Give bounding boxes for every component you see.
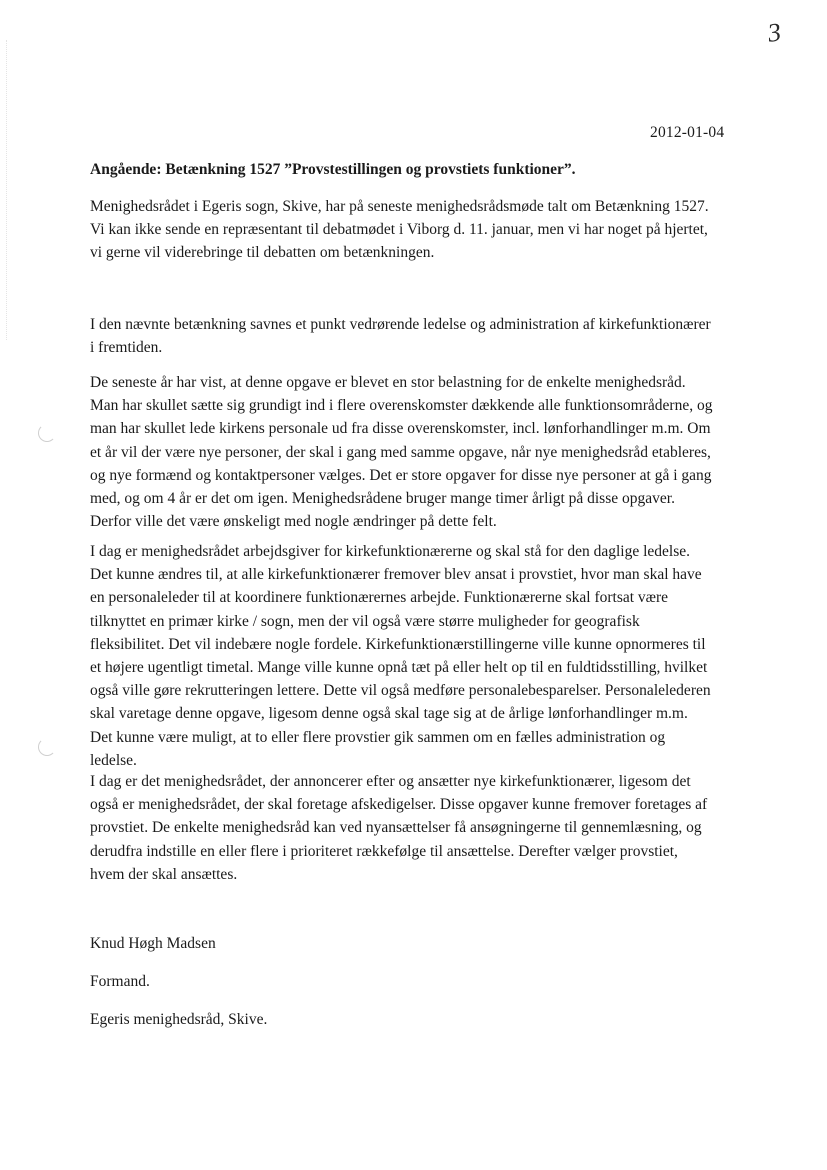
text-line: hvem der skal ansættes. (90, 865, 238, 883)
text-line: og nye formænd og kontaktpersoner vælges. Det er store opgaver for disse nye personer at gå i gang (90, 466, 712, 484)
text-line: vi gerne vil viderebringe til debatten om betænkningen. (90, 244, 435, 262)
text-line: Man har skullet sætte sig grundigt ind i flere overenskomster dækkende alle funktionsområderne, og (90, 397, 713, 415)
text-line: et år vil der være nye personer, der skal i gang med samme opgave, når nye menighedsråd etableres, (90, 443, 711, 461)
text-line: med, og om 4 år er det om igen. Menighedsrådene bruger mange timer årligt på disse opgaver. (90, 490, 675, 508)
text-line: I den nævnte betænkning savnes et punkt vedrørende ledelse og administration af kirkefunktionærer (90, 316, 711, 333)
text-line: provstiet. De enkelte menighedsråd kan ved nyansættelser få ansøgningerne til gennemlæsning, og (90, 819, 702, 837)
paragraph-missing-point (90, 313, 770, 359)
text-line: skal varetage denne opgave, ligesom denne også skal tage sig at de årlige lønforhandlinger m.m. (90, 705, 688, 723)
paragraph-intro (90, 195, 770, 265)
signature-name: Knud Høgh Madsen (90, 935, 216, 952)
text-line: derudfra indstille en eller flere i prioriteret rækkefølge til ansættelse. Derefter vælger provstiet, (90, 842, 678, 860)
text-line: tilknyttet en primær kirke / sogn, men der vil også være større muligheder for geografisk (90, 612, 640, 630)
letter-date: 2012-01-04 (650, 124, 725, 141)
text-line: også ville gøre rekrutteringen lettere. Dette vil også medføre personalebesparelser. Personalelederen (90, 682, 711, 700)
signature-title: Formand. (90, 973, 150, 990)
text-line: ledelse. (90, 751, 137, 769)
text-line: De seneste år har vist, at denne opgave er blevet en stor belastning for de enkelte menighedsråd. (90, 374, 686, 391)
paragraph-burden (90, 371, 770, 533)
text-line: I dag er det menighedsrådet, der annoncerer efter og ansætter nye kirkefunktionærer, ligesom det (90, 773, 691, 790)
text-line: Vi kan ikke sende en repræsentant til debatmødet i Viborg d. 11. januar, men vi har noget på hjertet, (90, 221, 708, 239)
handwritten-page-number: 3 (765, 17, 783, 48)
text-line: I dag er menighedsrådet arbejdsgiver for kirkefunktionærerne og skal stå for den daglige ledelse. (90, 543, 690, 560)
text-line: Det kunne ændres til, at alle kirkefunktionærer fremover blev ansat i provstiet, hvor man skal have (90, 566, 702, 584)
paragraph-proposal (90, 540, 770, 772)
paragraph-hiring (90, 770, 770, 886)
signature-organization: Egeris menighedsråd, Skive. (90, 1011, 268, 1028)
letter-subject: Angående: Betænkning 1527 ”Provstestillingen og provstiets funktioner”. (90, 161, 576, 178)
punch-hole-mark (38, 738, 56, 756)
text-line: fleksibilitet. Det vil indebære nogle fordele. Kirkefunktionærstillingerne ville kunne opnormeres til (90, 635, 706, 653)
text-line: en personaleleder til at koordinere funktionærernes arbejde. Funktionærerne skal fortsat være (90, 589, 669, 607)
text-line: Menighedsrådet i Egeris sogn, Skive, har på seneste menighedsrådsmøde talt om Betænkning 1527. (90, 198, 709, 215)
text-line: også er menighedsrådet, der skal foretage afskedigelser. Disse opgaver kunne fremover foretages af (90, 796, 708, 814)
text-line: i fremtiden. (90, 339, 163, 357)
text-line: Det kunne være muligt, at to eller flere provstier gik sammen om en fælles administration og (90, 728, 666, 746)
text-line: et højere ugentligt timetal. Mange ville kunne opnå tæt på eller helt op til en fuldtidsstilling, hvilket (90, 659, 708, 677)
punch-hole-mark (38, 424, 56, 442)
scan-margin-edge (6, 40, 8, 340)
text-line: man har skullet lede kirkens personale ud fra disse overenskomster, incl. lønforhandlinger m.m. Om (90, 420, 711, 438)
text-line: Derfor ville det være ønskeligt med nogle ændringer på dette felt. (90, 513, 497, 531)
